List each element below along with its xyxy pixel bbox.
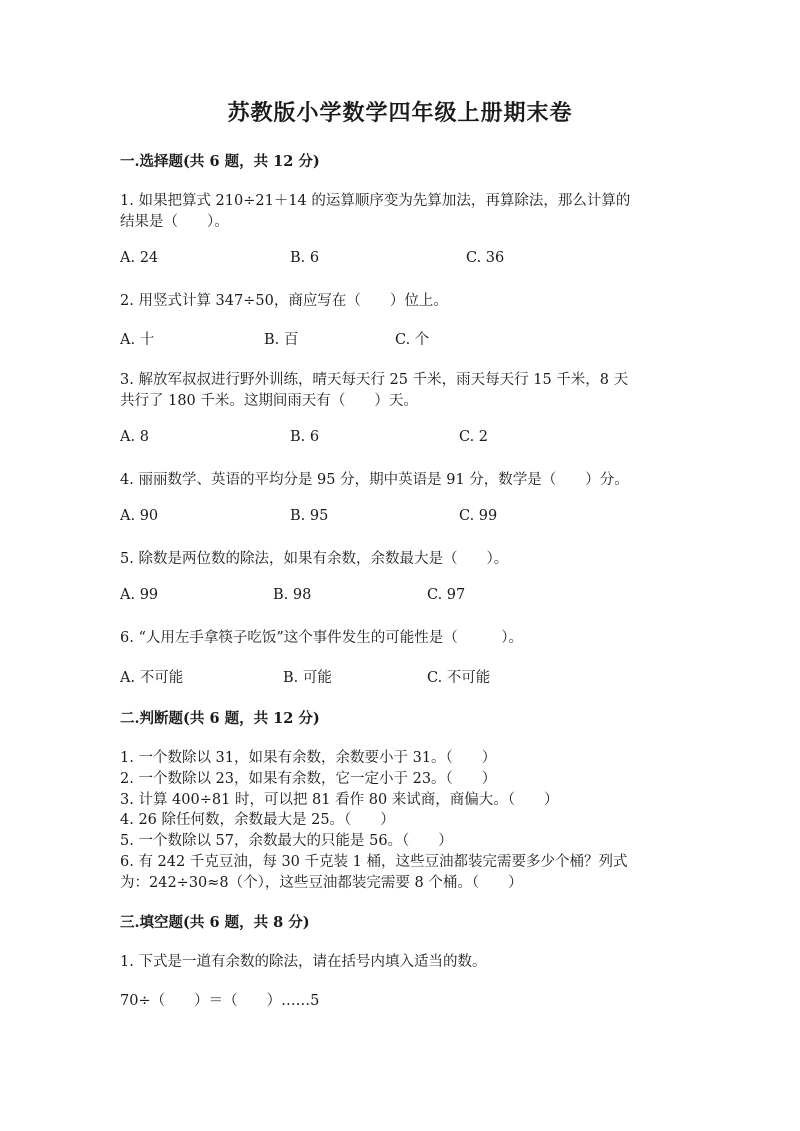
judge-item-6-line-2: 为：242÷30≈8（个），这些豆油都装完需要 8 个桶。（ ） <box>120 875 523 891</box>
question-1-option-b: B. 6 <box>290 250 320 266</box>
judge-item-5: 5. 一个数除以 57，余数最大的只能是 56。（ ） <box>120 833 453 849</box>
fill-question-1-equation: 70÷（ ）＝（ ）……5 <box>120 993 320 1009</box>
question-6-option-a: A. 不可能 <box>120 670 184 686</box>
judge-item-2: 2. 一个数除以 23，如果有余数，它一定小于 23。（ ） <box>120 771 497 787</box>
judge-item-4: 4. 26 除任何数，余数最大是 25。（ ） <box>120 812 395 828</box>
question-3-line-2: 共行了 180 千米。这期间雨天有（ ）天。 <box>120 393 418 409</box>
question-2-line-1: 2. 用竖式计算 347÷50，商应写在（ ）位上。 <box>120 293 448 309</box>
question-4-option-c: C. 99 <box>459 508 498 524</box>
section-heading-fill: 三.填空题(共 6 题，共 8 分) <box>120 914 310 931</box>
section-heading-choice: 一.选择题(共 6 题，共 12 分) <box>120 153 320 170</box>
question-6-option-b: B. 可能 <box>283 670 332 686</box>
question-2-option-b: B. 百 <box>264 332 299 348</box>
judge-item-3: 3. 计算 400÷81 时，可以把 81 看作 80 来试商，商偏大。（ ） <box>120 792 559 808</box>
judge-item-1: 1. 一个数除以 31，如果有余数，余数要小于 31。（ ） <box>120 750 497 766</box>
question-4-option-b: B. 95 <box>290 508 329 524</box>
question-4-line-1: 4. 丽丽数学、英语的平均分是 95 分，期中英语是 91 分，数学是（ ）分。 <box>120 472 629 488</box>
question-6-line-1: 6. “人用左手拿筷子吃饭”这个事件发生的可能性是（ ）。 <box>120 630 524 646</box>
question-2-option-a: A. 十 <box>120 332 155 348</box>
question-5-line-1: 5. 除数是两位数的除法，如果有余数，余数最大是（ ）。 <box>120 551 509 567</box>
exam-title: 苏教版小学数学四年级上册期末卷 <box>227 100 573 126</box>
section-heading-judge: 二.判断题(共 6 题，共 12 分) <box>120 710 320 727</box>
question-3-option-b: B. 6 <box>290 429 320 445</box>
question-3-option-a: A. 8 <box>120 429 149 445</box>
question-1-option-c: C. 36 <box>466 250 505 266</box>
question-1-option-a: A. 24 <box>120 250 159 266</box>
question-2-option-c: C. 个 <box>395 332 430 348</box>
question-1-line-2: 结果是（ ）。 <box>120 214 229 230</box>
fill-question-1: 1. 下式是一道有余数的除法，请在括号内填入适当的数。 <box>120 954 487 970</box>
question-6-option-c: C. 不可能 <box>427 670 491 686</box>
question-1-line-1: 1. 如果把算式 210÷21＋14 的运算顺序变为先算加法，再算除法，那么计算的 <box>120 193 631 209</box>
question-3-option-c: C. 2 <box>459 429 489 445</box>
question-5-option-c: C. 97 <box>427 587 466 603</box>
judge-item-6-line-1: 6. 有 242 千克豆油，每 30 千克装 1 桶，这些豆油都装完需要多少个桶？列式 <box>120 854 628 870</box>
question-4-option-a: A. 90 <box>120 508 159 524</box>
question-3-line-1: 3. 解放军叔叔进行野外训练，晴天每天行 25 千米，雨天每天行 15 千米，8 天 <box>120 372 629 388</box>
question-5-option-a: A. 99 <box>120 587 159 603</box>
question-5-option-b: B. 98 <box>273 587 312 603</box>
